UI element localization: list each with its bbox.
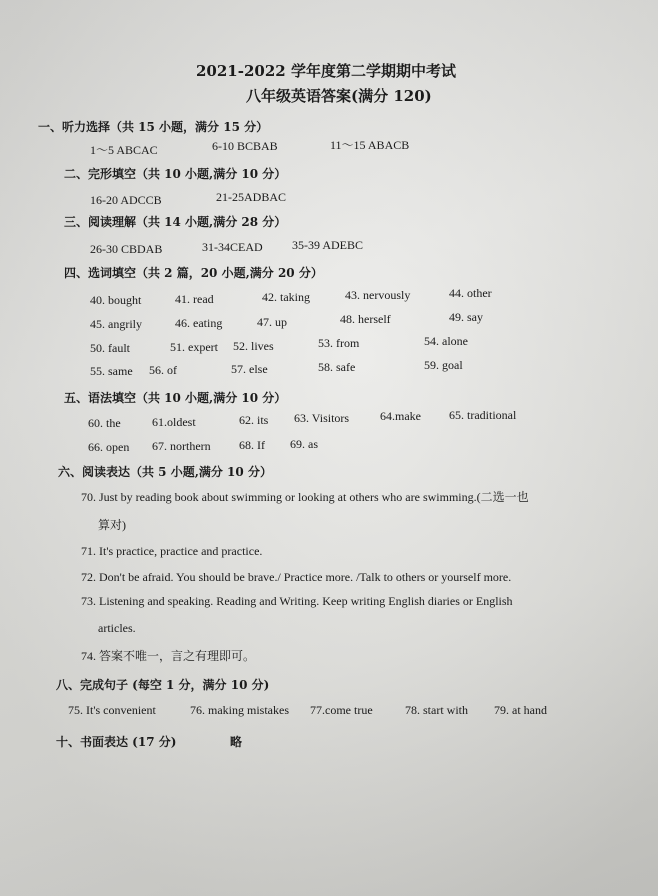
- answer-item: 41. read: [175, 292, 214, 306]
- answer-item: 63. Visitors: [294, 411, 350, 425]
- answer-group: 31-34CEAD: [202, 240, 263, 254]
- answer-item: 76. making mistakes: [190, 703, 289, 717]
- answer-item: 57. else: [231, 362, 268, 376]
- answer-item: 69. as: [290, 437, 318, 451]
- answer-item: 61.oldest: [152, 415, 196, 429]
- answer-item: 49. say: [449, 310, 483, 324]
- answer-item: 68. If: [239, 438, 265, 452]
- answer-item: 52. lives: [233, 339, 274, 353]
- answer-line: articles.: [98, 621, 136, 635]
- section-3-heading: 三、阅读理解（共 14 小题,满分 28 分）: [64, 215, 287, 229]
- answer-group: 6-10 BCBAB: [212, 139, 278, 153]
- section-1-heading: 一、听力选择（共 15 小题，满分 15 分）: [38, 120, 269, 134]
- answer-item: 56. of: [149, 363, 177, 377]
- answer-item: 46. eating: [175, 316, 223, 330]
- answer-item: 59. goal: [424, 358, 463, 372]
- page-subtitle: 八年级英语答案(满分 120): [246, 87, 432, 105]
- section-8-heading: 八、完成句子 (每空 1 分，满分 10 分): [56, 678, 270, 692]
- answer-item: 79. at hand: [494, 703, 547, 717]
- answer-item: 54. alone: [424, 334, 468, 348]
- answer-item: 62. its: [239, 413, 269, 427]
- answer-item: 53. from: [318, 336, 360, 350]
- answer-item: 58. safe: [318, 360, 356, 374]
- answer-item: 44. other: [449, 286, 492, 300]
- answer-item: 75. It's convenient: [68, 703, 156, 717]
- answer-group: 35-39 ADEBC: [292, 238, 364, 252]
- section-10-heading: 十、书面表达 (17 分): [56, 735, 177, 749]
- page-title: 2021-2022 学年度第二学期期中考试: [196, 62, 456, 80]
- answer-line: 74. 答案不唯一，言之有理即可。: [81, 649, 256, 663]
- section-10-note: 略: [230, 735, 243, 749]
- answer-item: 77.come true: [310, 703, 373, 717]
- answer-line: 71. It's practice, practice and practice.: [81, 544, 263, 558]
- answer-item: 64.make: [380, 409, 421, 423]
- answer-item: 43. nervously: [345, 288, 411, 302]
- answer-item: 60. the: [88, 416, 121, 430]
- answer-group: 21-25ADBAC: [216, 190, 287, 204]
- section-2-heading: 二、完形填空（共 10 小题,满分 10 分）: [64, 167, 287, 181]
- answer-item: 48. herself: [340, 312, 391, 326]
- answer-line: 73. Listening and speaking. Reading and Writing. Keep writing English diaries or English: [81, 594, 513, 608]
- answer-item: 40. bought: [90, 293, 142, 307]
- answer-group: 26-30 CBDAB: [90, 242, 163, 256]
- answer-line: 算对): [98, 518, 126, 532]
- answer-line: 72. Don't be afraid. You should be brave./ Practice more. /Talk to others or yourself more.: [81, 570, 512, 584]
- answer-group: 1～5 ABCAC: [90, 143, 158, 157]
- answer-item: 65. traditional: [449, 408, 517, 422]
- answer-item: 55. same: [90, 364, 133, 378]
- answer-item: 51. expert: [170, 340, 218, 354]
- answer-item: 47. up: [257, 315, 287, 329]
- answer-item: 45. angrily: [90, 317, 142, 331]
- answer-item: 67. northern: [152, 439, 211, 453]
- answer-line: 70. Just by reading book about swimming or looking at others who are swimming.(二选一也: [81, 490, 529, 504]
- answer-item: 78. start with: [405, 703, 468, 717]
- answer-item: 50. fault: [90, 341, 130, 355]
- answer-group: 16-20 ADCCB: [90, 193, 162, 207]
- answer-group: 11～15 ABACB: [330, 138, 410, 152]
- answer-item: 66. open: [88, 440, 130, 454]
- answer-item: 42. taking: [262, 290, 310, 304]
- section-4-heading: 四、选词填空（共 2 篇，20 小题,满分 20 分）: [64, 266, 323, 280]
- section-5-heading: 五、语法填空（共 10 小题,满分 10 分）: [64, 391, 287, 405]
- section-6-heading: 六、阅读表达（共 5 小题,满分 10 分）: [58, 465, 272, 479]
